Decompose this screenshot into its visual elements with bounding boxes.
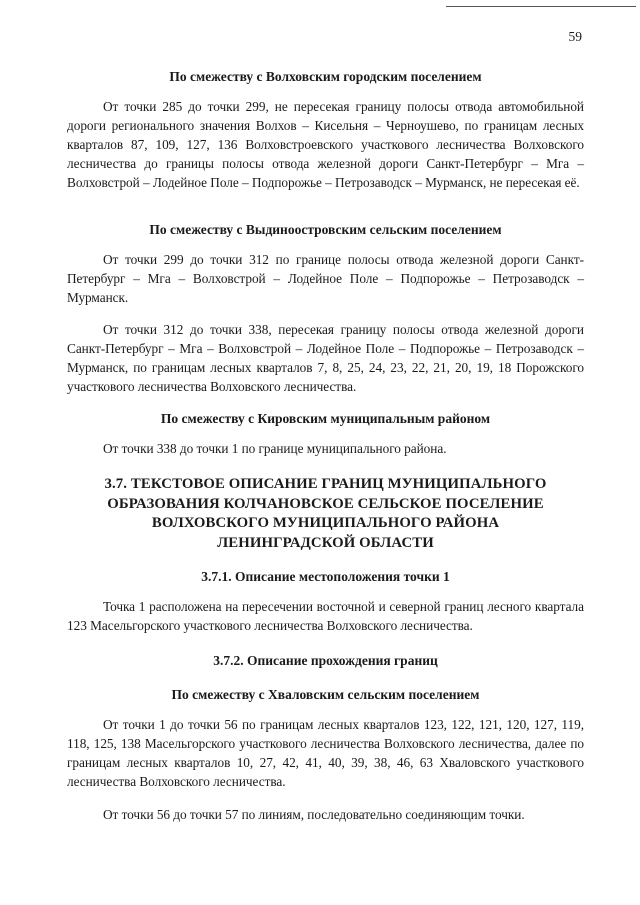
section-heading-kirovsk: По смежеству с Кировским муниципальным районом — [160, 411, 491, 426]
chapter-title-line: ЛЕНИНГРАДСКОЙ ОБЛАСТИ — [217, 534, 434, 551]
chapter-title-line: ВОЛХОВСКОГО МУНИЦИПАЛЬНОГО РАЙОНА — [151, 515, 500, 531]
paragraph-khvalovo-2: От точки 56 до точки 57 по линиям, последовательно соединяющим точки. — [103, 807, 525, 822]
paragraph-kirovsk: От точки 338 до точки 1 по границе муниципального района. — [103, 441, 447, 456]
subsection-heading-boundaries: 3.7.2. Описание прохождения границ — [213, 653, 438, 668]
section-heading-khvalovo: По смежеству с Хваловским сельским поселением — [171, 687, 480, 702]
chapter-title — [67, 475, 584, 553]
page-number: 59 — [568, 29, 582, 44]
paragraph-point-1: Точка 1 расположена на пересечении восточной и северной границ лесного квартала 123 Масельгорского участкового лесничества Волховского лесничества. — [67, 599, 584, 633]
paragraph-vydinoostrov-2: От точки 312 до точки 338, пересекая границу полосы отвода железной дороги Санкт-Петербург – Мга – Волховстрой – Лодейное Поле – Подпорожье – Петрозаводск – Мурманск, по границам лесных кварталов 7, 8, 25, 24, 23, 22, 21, 20, 19, 18 Порожского участкового лесничества Волховского лесничества. — [67, 322, 584, 394]
section-heading-volkhov: По смежеству с Волховским городским поселением — [169, 69, 482, 84]
paragraph-vydinoostrov-1: От точки 299 до точки 312 по границе полосы отвода железной дороги Санкт-Петербург – Мга – Волховстрой – Лодейное Поле – Подпорожье – Петрозаводск – Мурманск. — [67, 252, 584, 305]
subsection-heading-point-1: 3.7.1. Описание местоположения точки 1 — [201, 569, 450, 584]
chapter-title-line: 3.7. ТЕКСТОВОЕ ОПИСАНИЕ ГРАНИЦ МУНИЦИПАЛЬНОГО — [104, 476, 547, 492]
chapter-title-line: ОБРАЗОВАНИЯ КОЛЧАНОВСКОЕ СЕЛЬСКОЕ ПОСЕЛЕНИЕ — [107, 495, 544, 512]
paragraph-volkhov: От точки 285 до точки 299, не пересекая границу полосы отвода автомобильной дороги регионального значения Волхов – Кисельня – Черноушево, по границам лесных кварталов 87, 109, 127, 136 Волховстроевского участкового лесничества Волховского лесничества до границы полосы отвода железной дороги Санкт-Петербург – Мга – Волховстрой – Лодейное Поле – Подпорожье – Петрозаводск – Мурманск, не пересекая её. — [67, 99, 584, 190]
section-heading-vydinoostrov: По смежеству с Выдиноостровским сельским поселением — [149, 222, 502, 237]
paragraph-khvalovo-1: От точки 1 до точки 56 по границам лесных кварталов 123, 122, 121, 120, 127, 119, 118, 125, 138 Масельгорского участкового лесничества Волховского лесничества, далее по границам лесных кварталов 10, 27, 42, 41, 40, 39, 38, 46, 63 Хваловского участкового лесничества Волховского лесничества. — [67, 717, 584, 789]
top-rule — [446, 6, 636, 7]
